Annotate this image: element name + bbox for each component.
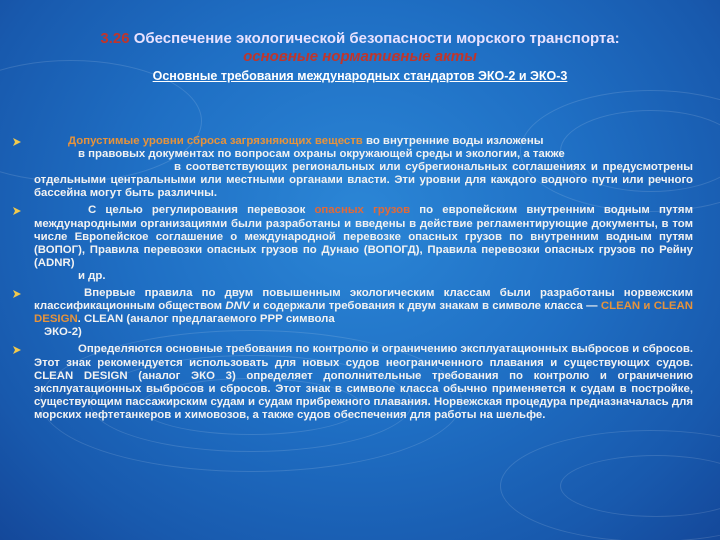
- paragraph-text: во внутренние воды изложены: [362, 135, 544, 147]
- paragraph-text: в соответствующих региональных или субрегиональных соглашениях и предусмотрены отдельными центральными или местными органами власти. Эти уровни для каждого водного пути или речного бассейна могут быть различны.: [34, 161, 693, 200]
- slide-title: [30, 30, 690, 66]
- paragraph-text: Впервые правила по двум повышенным экологическим классам были разработаны норвежским классификационным обществом: [34, 287, 693, 313]
- arrow-bullet-icon: [12, 289, 22, 299]
- arrow-bullet-icon: [12, 206, 22, 216]
- paragraph-text: в правовых документах по вопросам охраны окружающей среды и экологии, а также: [78, 148, 565, 161]
- arrow-bullet-icon: [12, 137, 22, 147]
- paragraph-text: по европейским внутренним водным путям международными организациями были разработаны и введены в действие регламентирующие документы, в том числе Европейское соглашение о международной перевозке опасных грузов по внутренним водным путям (ВОПОГ), Правила перевозки опасных грузов по Дунаю (ВОПОГД), Правила перевозки опасных грузов по Рейну (ADNR): [34, 204, 693, 269]
- paragraph-emphasis: DNV: [225, 300, 250, 313]
- subheading: Основные требования международных стандартов ЭКО-2 и ЭКО-3: [152, 69, 568, 83]
- list-item: [10, 287, 693, 339]
- title-subtitle: основные нормативные акты: [243, 48, 477, 65]
- paragraph-text: и содержали требования к двум знакам в символе класса —: [249, 300, 601, 313]
- list-item: [10, 135, 693, 200]
- bullet-list: [10, 135, 693, 426]
- paragraph-text: С целью регулирования перевозок: [88, 204, 315, 217]
- paragraph-text: Определяются основные требования по контролю и ограничению эксплуатационных выбросов и сбросов. Этот знак рекомендуется использовать для новых судов неограниченного плавания и существующих судов. CLEAN DESIGN (аналог ЭКО 3) определяет дополнительные требования по контролю и ограничению эксплуатационных выбросов и сбросов. Этот знак в символе класса обычно применяется к судам в постройке, существующим пассажирским судам и судам прибрежного плавания. Норвежская процедура предназначалась для морских нефтетанкеров и химовозов, а также судов обеспечения для работы на шельфе.: [34, 343, 693, 421]
- paragraph-text: и др.: [78, 269, 106, 282]
- title-number: 3.26: [100, 30, 130, 47]
- paragraph-highlight: CLEAN и CLEAN DESIGN: [34, 300, 693, 326]
- title-main: Обеспечение экологической безопасности морского транспорта:: [133, 30, 620, 47]
- list-item: [10, 204, 693, 283]
- paragraph-highlight: Допустимые уровни сброса загрязняющих веществ: [68, 135, 363, 147]
- paragraph-text: ЭКО-2): [44, 326, 82, 339]
- paragraph-highlight: опасных грузов: [314, 204, 411, 217]
- arrow-bullet-icon: [12, 345, 22, 355]
- paragraph-text: . CLEAN (аналог предлагаемого РРР символа: [77, 313, 335, 326]
- list-item: [10, 343, 693, 422]
